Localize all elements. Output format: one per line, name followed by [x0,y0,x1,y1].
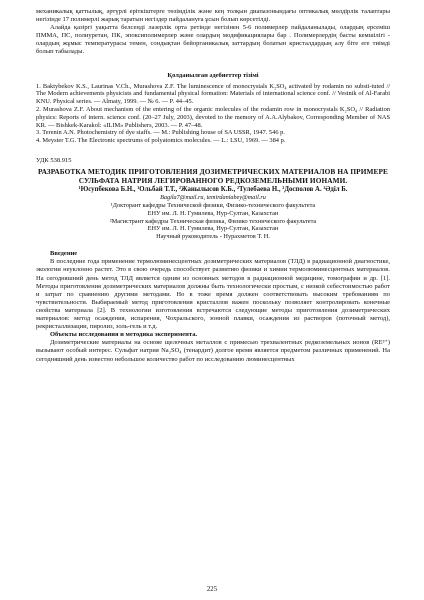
reference-item: 2. Murashova Z.F. About mechanism of the entering of the organic molecules of the rodamin row in monocrystals K₂SO₄ // Radiation physics: Reports of intern. science conf. (20–27 July, 2003), devoted to the memory of A.A.Alybakov, Corresponding Member of NAS KR. — Bishkek-Karakol: «ILIM» Publishers, 2003. — P. 47–48. [36,106,390,129]
affiliation-1-line-2: ЕНУ им. Л. Н. Гумилева, Нур-Султан, Казахстан [147,209,279,217]
reference-item: 4. Meyster T.G. The Electronic spectrums of polyatomics molecules. — L.: LSU, 1969. — 384 p. [36,137,286,145]
scientific-advisor: Научный руководитель - Нурахметов Т. Н. [156,232,270,240]
article-authors: ¹Юсупбекова Б.Н., ¹Ольбай Т.Т., ²Жанылысов К.Б., ²Тулебаева Н., ²Досполов А. ²Әділ Б. [78,186,348,194]
reference-item: 1. Baktybekov K.S., Laurinas V.Ch., Murashova Z.F. The luminescence of monocrystals K₂SO₄ activated by rodamin no substi-tuted // The Modern achievements physicists and fundamental physical formation: Materials of international science conf. // Vestnik of Al-Farabi KNU. Physical series. — Almaty, 1999. — № 6. — P. 44–45. [36,82,390,106]
section-heading-introduction: Введение [50,250,78,258]
section-heading-objects: Объекты исследования и методика эксперимента. [50,331,198,339]
affiliation-2-line-2: ЕНУ им. Л. Н. Гумилева, Нур-Султан, Казахстан [147,225,279,233]
author-email: Bagila7@mail.ru, temirdaniabey@mail.ru [160,194,266,202]
introduction-text: В последние года применение термолюминесцентных дозиметрических материалов (ТЛД) в радиационной диагностике, экологии неуклонно растет. Это в свою очередь способствует развитию физики и химии термолюминесцентных материалов. На сегодняшний день метод ТЛД является одним из основных методов в радиационной медицине, томографии и др. [1]. Методы приготовления дозиметрических материалов должны быть технологически простым, с низкой себестоимостью работ и затрат по сравнению другими методами. Но в тоже время должен соответствовать высоким требованиям по чувствительности. Выбираемый метод приготовления кристаллов важен поскольку позволяет контролировать конечные свойства материала [2]. В технологии изготовления встречаются следующие методы приготовления дозиметрических материалов: метод осаждения, испарения, Чохральского, зонной плавки, осаждения из растворов (поточный метод), рекристаллизации, пиролиз, золь-гель и т.д. [36,258,390,331]
affiliation-2-line-1: ²Магистрант кафедры Техническая физика, Физико технического факультета [109,217,317,225]
article-title: РАЗРАБОТКА МЕТОДИК ПРИГОТОВЛЕНИЯ ДОЗИМЕТРИЧЕСКИХ МАТЕРИАЛОВ НА ПРИМЕРЕ СУЛЬФАТА НАТРИЯ ЛЕГИРОВАННОГО РЕДКОЗЕМЕЛЬНЫМИ ИОНАМИ. [38,167,388,185]
page-number: 225 [206,585,218,593]
affiliation-1-line-1: ¹Докторант кафедры Технической физики, Физико-технического факультета [110,202,316,210]
references-list [36,83,390,145]
udk-code: УДК 538.915 [36,157,72,165]
intro-paragraph-1: механикалық қаттылық, әртүрлі еріткіштерге төзімділік және кең толқын диапазонындағы оптикалық мөлдірлік талаптары негізінде 17 полимерлі жарық таратын негіздер пайдалануға ұсын болып көрсетілді. [36,8,390,24]
intro-paragraph-2: Алайда қазіргі уақытта белсенді лазерлік орта ретінде негізінен 5-6 полимерлер пайдаланылады, олардың ерсеміш ПММА, ПС, полиуретан, ПК, эпоксиполимерлер және олардың модификациялары бар . Полимерлердің басты кемшілігі - олардың жұмыс температурасы темен, сондықтан бейорганикалық заттардың болатын кристалдардың алу біте еге тиімді болып табылады. [36,24,390,56]
reference-item: 3. Terenin A.N. Photochemistry of dye staffs. — M.: Publishing house of SA USSR, 1947. 546 p. [36,129,285,137]
references-title: Қолданылған әдебиеттер тізімі [167,71,259,79]
document-page [36,8,390,592]
objects-text: Дозиметрические материалы на основе щелочных металлов с примесью трехвалентных редкоземельных ионов (RE³⁺) вызывают особый интерес. Сульфат натрия Na₂SO₄ (тенардит) долгое время является предметом различных применений. На сегодняшний день известно небольшое количество работ по исследованию люминесцентных [36,339,390,363]
